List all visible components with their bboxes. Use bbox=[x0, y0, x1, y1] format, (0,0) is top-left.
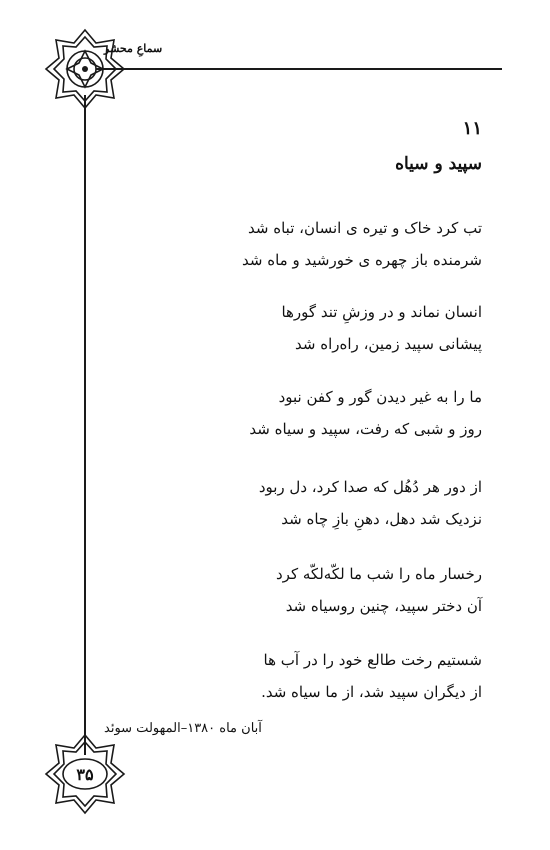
verse-line: آن دختر سپید، چنین روسیاه شد bbox=[285, 597, 482, 615]
verse-line: از دیگران سپید شد، از ما سیاه شد. bbox=[261, 683, 482, 701]
verse-line: انسان نماند و در وزشِ تند گورها bbox=[281, 303, 482, 321]
verse-line: شستیم رخت طالع خود را در آب ها bbox=[263, 651, 482, 669]
stanza bbox=[102, 296, 482, 360]
page-number: ۳۵ bbox=[76, 765, 94, 784]
poem-title: سپید و سیاه bbox=[395, 154, 482, 174]
verse-line: پیشانی سپید زمین، راه‌راه شد bbox=[295, 335, 482, 353]
header-rule bbox=[96, 68, 502, 70]
poem-number: ۱۱ bbox=[462, 118, 482, 139]
stanza bbox=[102, 471, 482, 535]
verse-line: تب کرد خاک و تیره ی انسان، تباه شد bbox=[248, 219, 482, 237]
stanza bbox=[102, 212, 482, 276]
verse-line: رخسار ماه را شب ما لکّه‌لکّه کرد bbox=[276, 565, 482, 583]
stanza bbox=[102, 558, 482, 622]
running-title: سماعِ محشر bbox=[104, 42, 163, 55]
verse-line: نزدیک شد دهل، دهنِ بازِ چاه شد bbox=[281, 510, 482, 528]
date-place-note: آبان ماه ۱۳۸۰–المهولت سوئد bbox=[104, 721, 262, 736]
stanza bbox=[102, 644, 482, 708]
margin-rule bbox=[84, 95, 86, 755]
verse-line: شرمنده باز چهره ی خورشید و ماه شد bbox=[242, 251, 482, 269]
verse-line: ما را به غیر دیدن گور و کفن نبود bbox=[278, 388, 482, 406]
stanza bbox=[102, 381, 482, 445]
verse-line: از دور هر دُهُل که صدا کرد، دل ربود bbox=[258, 478, 482, 496]
verse-line: روز و شبی که رفت، سپید و سیاه شد bbox=[249, 420, 482, 438]
